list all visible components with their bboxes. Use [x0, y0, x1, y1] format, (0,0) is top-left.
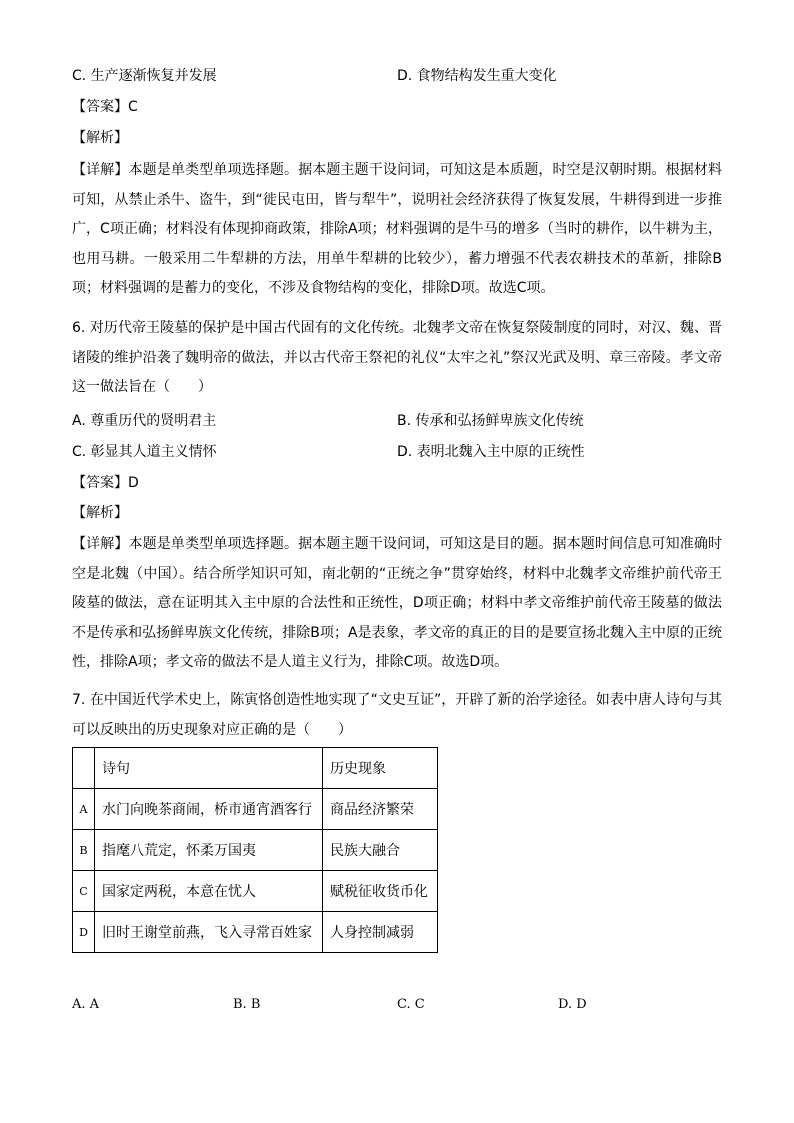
table-header-cell: 历史现象 [323, 748, 438, 789]
q6-option-c: C. 彰显其人道主义情怀 [72, 444, 217, 460]
q7-option-d: D. D [558, 997, 587, 1012]
table-cell: C [73, 871, 95, 912]
q6-stem: 6. 对历代帝王陵墓的保护是中国古代固有的文化传统。北魏孝文帝在恢复祭陵制度的同时，对汉、魏、晋诸陵的维护沿袭了魏明帝的做法，并以古代帝王祭祀的礼仪“太牢之礼”祭汉光武及明、章三帝陵。孝文帝这一做法旨在（ ） [72, 320, 722, 395]
q7-option-c: C. C [397, 997, 425, 1012]
table-header-cell: 诗句 [95, 748, 323, 789]
table-cell: 赋税征收货币化 [323, 871, 438, 912]
table-header-cell [73, 748, 95, 789]
q6-option-d: D. 表明北魏入主中原的正统性 [397, 444, 585, 460]
table-cell: D [73, 912, 95, 953]
q7-option-b: B. B [233, 997, 261, 1012]
table-row [73, 789, 438, 830]
q6-option-b: B. 传承和弘扬鲜卑族文化传统 [397, 413, 584, 429]
table-cell: 水门向晚茶商闹，桥市通宵酒客行 [95, 789, 323, 830]
table-cell: 国家定两税，本意在忧人 [95, 871, 323, 912]
table-cell: 民族大融合 [323, 830, 438, 871]
q6-detail: 【详解】本题是单类型单项选择题。据本题主题干设问词，可知这是目的题。据本题时间信息可知准确时空是北魏（中国）。结合所学知识可知，南北朝的“正统之争”贯穿始终，材料中北魏孝文帝维护前代帝王陵墓的做法，意在证明其入主中原的合法性和正统性，D项正确；材料中孝文帝维护前代帝王陵墓的做法不是传承和弘扬鲜卑族文化传统，排除B项；A是表象，孝文帝的真正的目的是要宣扬北魏入主中原的正统性，排除A项；孝文帝的做法不是人道主义行为，排除C项。故选D项。 [72, 536, 722, 670]
q5-option-c: C. 生产逐渐恢复并发展 [72, 68, 217, 84]
table-row [73, 871, 438, 912]
table-row [73, 912, 438, 953]
q6-analysis-label: 【解析】 [72, 505, 128, 521]
table-cell: B [73, 830, 95, 871]
table-cell: 商品经济繁荣 [323, 789, 438, 830]
table-row [73, 830, 438, 871]
q6-option-a: A. 尊重历代的贤明君主 [72, 413, 217, 429]
q7-stem: 7. 在中国近代学术史上，陈寅恪创造性地实现了“文史互证”，开辟了新的治学途径。如表中唐人诗句与其可以反映出的历史现象对应正确的是（ ） [72, 692, 722, 738]
q5-detail: 【详解】本题是单类型单项选择题。据本题主题干设问词，可知这是本质题，时空是汉朝时期。根据材料可知，从禁止杀牛、盗牛，到“徙民屯田，皆与犁牛”，说明社会经济获得了恢复发展，牛耕得到进一步推广，C项正确；材料没有体现抑商政策，排除A项；材料强调的是牛马的增多（当时的耕作，以牛耕为主，也用马耕。一般采用二牛犁耕的方法，用单牛犁耕的比较少），蓄力增强不代表农耕技术的革新，排除B项；材料强调的是蓄力的变化，不涉及食物结构的变化，排除D项。故选C项。 [72, 162, 722, 296]
table-header-row [73, 748, 438, 789]
table-cell: A [73, 789, 95, 830]
table-cell: 旧时王谢堂前燕，飞入寻常百姓家 [95, 912, 323, 953]
table-cell: 人身控制减弱 [323, 912, 438, 953]
poem-history-table [72, 747, 438, 953]
q7-option-a: A. A [72, 997, 100, 1012]
q5-option-d: D. 食物结构发生重大变化 [397, 68, 557, 84]
q5-analysis-label: 【解析】 [72, 130, 128, 146]
q5-answer: 【答案】C [72, 99, 138, 115]
table-cell: 指麾八荒定，怀柔万国夷 [95, 830, 323, 871]
q6-answer: 【答案】D [72, 475, 139, 491]
